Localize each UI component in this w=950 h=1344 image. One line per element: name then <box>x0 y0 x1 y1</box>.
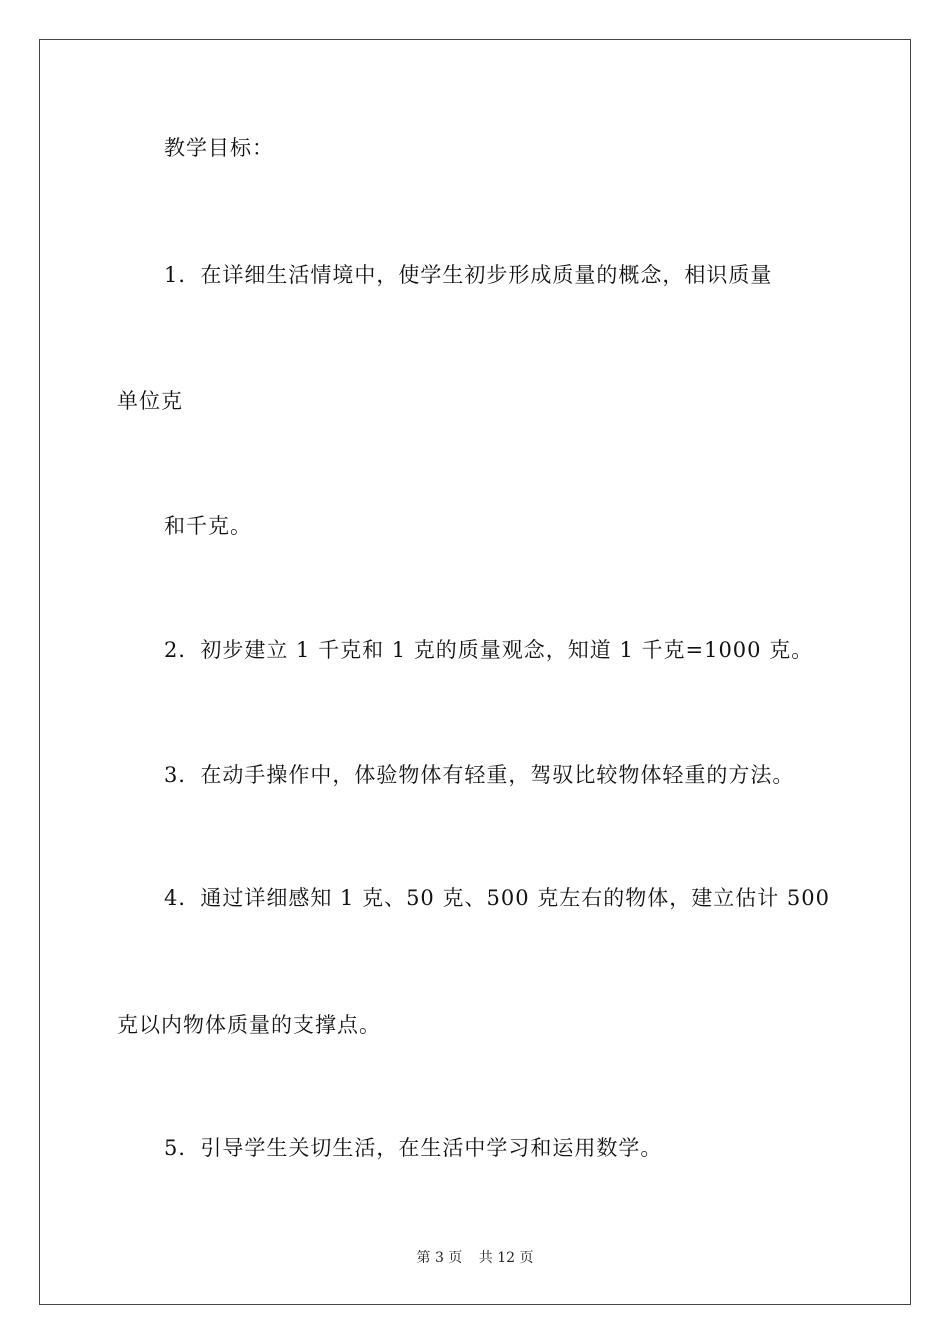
objective-5: 5．引导学生关切生活，在生活中学习和运用数学。 <box>164 1136 663 1160</box>
objective-1-line-3: 和千克。 <box>164 514 252 538</box>
objective-4-line-1: 4．通过详细感知 1 克、50 克、500 克左右的物体，建立估计 500 <box>164 886 830 910</box>
objective-1-line-1: 1．在详细生活情境中，使学生初步形成质量的概念，相识质量 <box>164 263 773 287</box>
objective-3: 3．在动手操作中，体验物体有轻重，驾驭比较物体轻重的方法。 <box>164 763 795 787</box>
objectives-heading: 教学目标： <box>164 136 274 160</box>
page-number-current: 第 3 页 <box>416 1250 463 1266</box>
page-number-total: 共 12 页 <box>478 1250 534 1266</box>
page-footer <box>0 1248 950 1268</box>
objective-4-line-2: 克以内物体质量的支撑点。 <box>117 1013 381 1037</box>
objective-2: 2．初步建立 1 千克和 1 克的质量观念，知道 1 千克=1000 克。 <box>164 638 814 662</box>
page-border <box>39 39 911 1305</box>
objective-1-line-2: 单位克 <box>117 389 183 413</box>
